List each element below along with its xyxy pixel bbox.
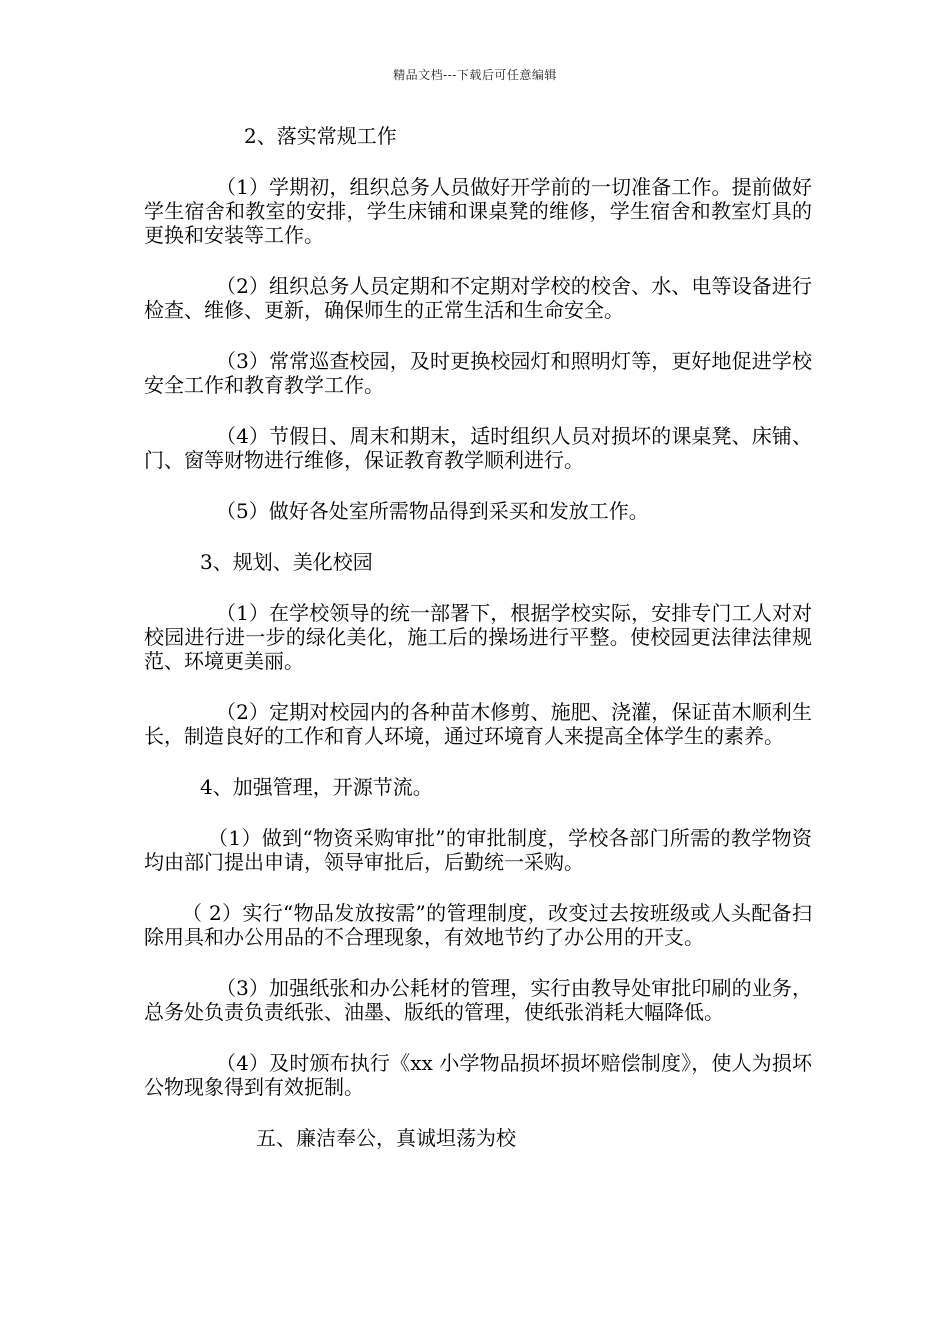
document-body — [144, 124, 812, 1177]
section-heading: 五、廉洁奉公，真诚坦荡为校 — [256, 1126, 516, 1150]
paragraph: （2）组织总务人员定期和不定期对学校的校舍、水、电等设备进行检查、维修、更新，确保师生的正常生活和生命安全。 — [144, 274, 812, 322]
paragraph: （4）节假日、周末和期末，适时组织人员对损坏的课桌凳、床铺、门、窗等财物进行维修，保证教育教学顺利进行。 — [144, 424, 812, 472]
paragraph: （4）及时颁布执行《xx 小学物品损坏损坏赔偿制度》，使人为损坏公物现象得到有效扼制。 — [144, 1051, 812, 1099]
paragraph: （5）做好各处室所需物品得到采买和发放工作。 — [216, 499, 649, 523]
paragraph: （1）在学校领导的统一部署下，根据学校实际，安排专门工人对对校园进行进一步的绿化美化，施工后的操场进行平整。使校园更法律法律规范、环境更美丽。 — [144, 601, 812, 673]
paragraph: （1）做到“物资采购审批”的审批制度，学校各部门所需的教学物资均由部门提出申请，领导审批后，后勤统一采购。 — [144, 826, 812, 874]
section-heading: 2、落实常规工作 — [244, 124, 397, 148]
paragraph: （3）加强纸张和办公耗材的管理，实行由教导处审批印刷的业务，总务处负责负责纸张、油墨、版纸的管理，使纸张消耗大幅降低。 — [144, 976, 812, 1024]
paragraph: （1）学期初，组织总务人员做好开学前的一切准备工作。提前做好学生宿舍和教室的安排，学生床铺和课桌凳的维修，学生宿舍和教室灯具的更换和安装等工作。 — [144, 175, 812, 247]
section-heading: 4、加强管理，开源节流。 — [200, 775, 433, 799]
paragraph: （3）常常巡查校园，及时更换校园灯和照明灯等，更好地促进学校安全工作和教育教学工作。 — [144, 349, 812, 397]
section-heading: 3、规划、美化校园 — [200, 550, 373, 574]
paragraph: （ 2）实行“物品发放按需”的管理制度，改变过去按班级或人头配备扫除用具和办公用品的不合理现象，有效地节约了办公用的开支。 — [144, 901, 812, 949]
paragraph: （2）定期对校园内的各种苗木修剪、施肥、浇灌，保证苗木顺利生长，制造良好的工作和育人环境，通过环境育人来提高全体学生的素养。 — [144, 700, 812, 748]
page-header: 精品文档---下载后可任意编辑 — [393, 68, 557, 82]
